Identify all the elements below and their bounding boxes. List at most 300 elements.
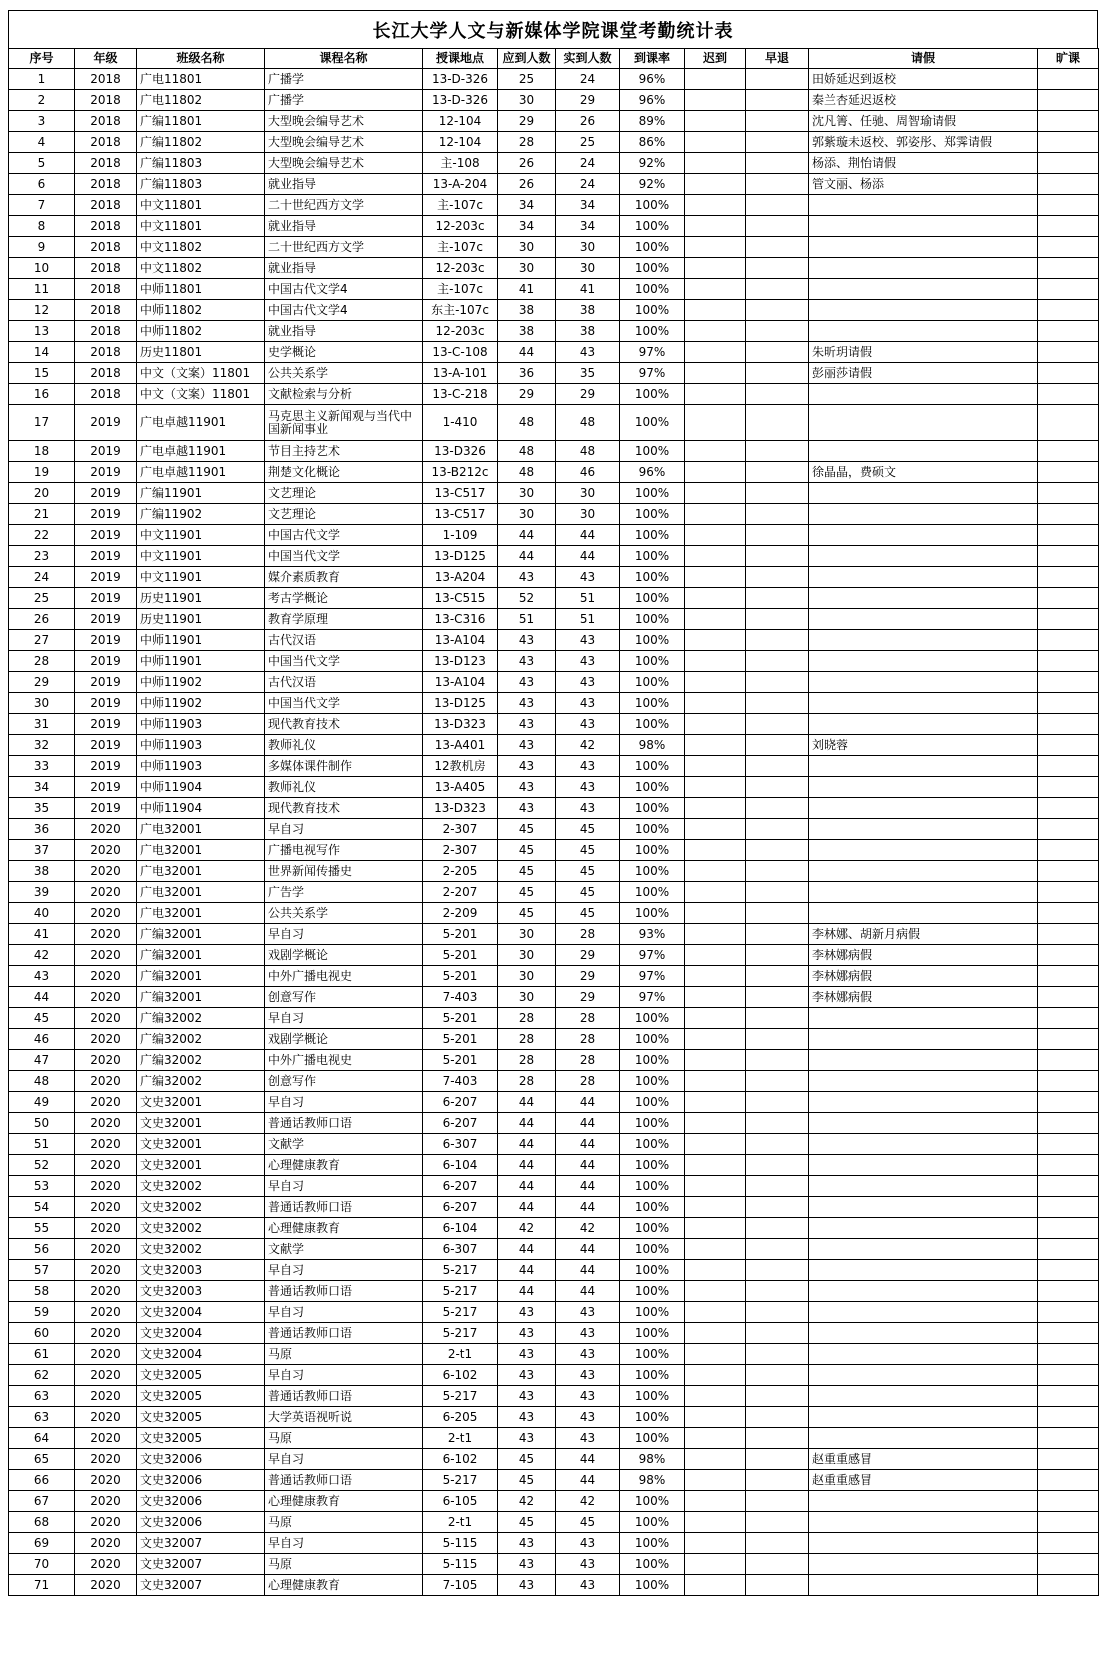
cell-leave [809,1428,1038,1449]
cell-absent [1038,1554,1099,1575]
cell-location: 13-B212c [423,462,498,483]
cell-index: 2 [9,90,75,111]
cell-rate: 100% [620,1491,685,1512]
cell-class-name: 文史32007 [137,1533,265,1554]
cell-course-name: 中国古代文学4 [265,300,423,321]
cell-course-name: 中国古代文学 [265,525,423,546]
header-location: 授课地点 [423,49,498,69]
cell-early-leave [746,714,809,735]
cell-early-leave [746,924,809,945]
cell-index: 63 [9,1386,75,1407]
cell-expected: 45 [498,1470,556,1491]
cell-rate: 100% [620,651,685,672]
cell-grade: 2020 [75,945,137,966]
cell-grade: 2018 [75,174,137,195]
cell-index: 59 [9,1302,75,1323]
cell-expected: 43 [498,651,556,672]
cell-expected: 44 [498,525,556,546]
cell-leave: 朱昕玥请假 [809,342,1038,363]
cell-rate: 100% [620,504,685,525]
cell-course-name: 现代教育技术 [265,714,423,735]
cell-leave [809,216,1038,237]
cell-class-name: 中师11904 [137,798,265,819]
cell-absent [1038,1386,1099,1407]
cell-class-name: 文史32005 [137,1365,265,1386]
cell-course-name: 戏剧学概论 [265,945,423,966]
cell-rate: 100% [620,756,685,777]
table-row [9,1533,1099,1554]
cell-late [685,1533,746,1554]
cell-late [685,258,746,279]
cell-late [685,90,746,111]
cell-class-name: 文史32006 [137,1491,265,1512]
cell-late [685,1134,746,1155]
table-row [9,384,1099,405]
table-row [9,945,1099,966]
cell-location: 6-207 [423,1092,498,1113]
cell-early-leave [746,651,809,672]
cell-course-name: 广告学 [265,882,423,903]
cell-location: 2-t1 [423,1512,498,1533]
table-row [9,546,1099,567]
cell-class-name: 中文11801 [137,195,265,216]
cell-class-name: 文史32001 [137,1113,265,1134]
cell-course-name: 心理健康教育 [265,1155,423,1176]
cell-leave [809,483,1038,504]
cell-late [685,903,746,924]
cell-late [685,1428,746,1449]
table-row [9,924,1099,945]
table-row [9,672,1099,693]
cell-grade: 2018 [75,90,137,111]
cell-index: 36 [9,819,75,840]
cell-index: 51 [9,1134,75,1155]
cell-course-name: 现代教育技术 [265,798,423,819]
cell-rate: 100% [620,483,685,504]
cell-absent [1038,546,1099,567]
attendance-table [8,48,1099,1596]
cell-grade: 2018 [75,384,137,405]
cell-rate: 100% [620,630,685,651]
cell-grade: 2018 [75,153,137,174]
cell-course-name: 文艺理论 [265,504,423,525]
cell-grade: 2020 [75,1176,137,1197]
cell-leave [809,405,1038,441]
cell-index: 20 [9,483,75,504]
cell-late [685,1407,746,1428]
cell-absent [1038,384,1099,405]
cell-absent [1038,174,1099,195]
cell-class-name: 广编32002 [137,1050,265,1071]
cell-late [685,195,746,216]
header-early-leave: 早退 [746,49,809,69]
cell-index: 30 [9,693,75,714]
cell-rate: 97% [620,987,685,1008]
cell-absent [1038,987,1099,1008]
cell-early-leave [746,342,809,363]
cell-grade: 2020 [75,1197,137,1218]
cell-rate: 100% [620,1428,685,1449]
cell-leave [809,756,1038,777]
cell-location: 13-A405 [423,777,498,798]
table-row [9,1344,1099,1365]
cell-rate: 96% [620,69,685,90]
cell-late [685,1302,746,1323]
cell-rate: 100% [620,216,685,237]
cell-course-name: 早自习 [265,1302,423,1323]
cell-actual: 28 [556,924,620,945]
cell-absent [1038,462,1099,483]
cell-index: 70 [9,1554,75,1575]
cell-class-name: 文史32007 [137,1554,265,1575]
cell-course-name: 多媒体课件制作 [265,756,423,777]
cell-absent [1038,840,1099,861]
cell-early-leave [746,861,809,882]
cell-grade: 2020 [75,1050,137,1071]
cell-early-leave [746,279,809,300]
cell-actual: 24 [556,69,620,90]
cell-index: 37 [9,840,75,861]
cell-early-leave [746,1533,809,1554]
cell-actual: 43 [556,1554,620,1575]
cell-leave [809,693,1038,714]
cell-early-leave [746,987,809,1008]
cell-index: 50 [9,1113,75,1134]
cell-late [685,1365,746,1386]
cell-leave: 沈凡箐、任驰、周智瑜请假 [809,111,1038,132]
cell-location: 2-307 [423,840,498,861]
header-late: 迟到 [685,49,746,69]
cell-expected: 43 [498,1302,556,1323]
cell-rate: 100% [620,798,685,819]
cell-rate: 100% [620,1092,685,1113]
cell-grade: 2018 [75,195,137,216]
cell-rate: 98% [620,1449,685,1470]
cell-absent [1038,1491,1099,1512]
cell-absent [1038,111,1099,132]
cell-location: 主-107c [423,237,498,258]
cell-expected: 28 [498,1050,556,1071]
cell-early-leave [746,1386,809,1407]
cell-absent [1038,1008,1099,1029]
cell-course-name: 马原 [265,1512,423,1533]
cell-class-name: 中师11901 [137,630,265,651]
cell-leave [809,321,1038,342]
cell-grade: 2019 [75,525,137,546]
cell-early-leave [746,504,809,525]
cell-index: 44 [9,987,75,1008]
cell-early-leave [746,174,809,195]
cell-rate: 92% [620,174,685,195]
cell-class-name: 广电卓越11901 [137,462,265,483]
cell-location: 5-217 [423,1323,498,1344]
cell-late [685,1029,746,1050]
cell-index: 45 [9,1008,75,1029]
cell-leave [809,630,1038,651]
cell-late [685,1344,746,1365]
cell-course-name: 心理健康教育 [265,1218,423,1239]
cell-rate: 100% [620,1554,685,1575]
cell-location: 13-C517 [423,504,498,525]
cell-leave: 李林娜病假 [809,966,1038,987]
cell-expected: 30 [498,987,556,1008]
cell-leave [809,819,1038,840]
cell-expected: 44 [498,1239,556,1260]
table-row [9,1302,1099,1323]
cell-rate: 98% [620,1470,685,1491]
table-row [9,90,1099,111]
cell-index: 62 [9,1365,75,1386]
cell-course-name: 世界新闻传播史 [265,861,423,882]
cell-leave [809,1134,1038,1155]
cell-actual: 45 [556,882,620,903]
table-row [9,1449,1099,1470]
cell-index: 63 [9,1407,75,1428]
cell-late [685,819,746,840]
table-row [9,279,1099,300]
cell-class-name: 中文（文案）11801 [137,363,265,384]
cell-grade: 2020 [75,1323,137,1344]
cell-rate: 100% [620,321,685,342]
cell-late [685,525,746,546]
cell-grade: 2019 [75,630,137,651]
cell-class-name: 广编32002 [137,1008,265,1029]
cell-index: 35 [9,798,75,819]
cell-course-name: 就业指导 [265,321,423,342]
cell-rate: 92% [620,153,685,174]
cell-location: 13-C316 [423,609,498,630]
cell-course-name: 早自习 [265,1260,423,1281]
cell-actual: 43 [556,1365,620,1386]
cell-expected: 43 [498,1407,556,1428]
cell-actual: 43 [556,756,620,777]
cell-actual: 46 [556,462,620,483]
cell-expected: 30 [498,237,556,258]
cell-location: 13-C-108 [423,342,498,363]
cell-expected: 43 [498,1554,556,1575]
cell-leave: 刘晓蓉 [809,735,1038,756]
cell-class-name: 中文11801 [137,216,265,237]
cell-actual: 45 [556,819,620,840]
cell-absent [1038,861,1099,882]
cell-rate: 100% [620,300,685,321]
cell-expected: 44 [498,342,556,363]
cell-late [685,945,746,966]
cell-leave [809,1197,1038,1218]
cell-actual: 44 [556,1134,620,1155]
cell-grade: 2020 [75,1554,137,1575]
cell-class-name: 广编11902 [137,504,265,525]
cell-location: 6-207 [423,1113,498,1134]
cell-early-leave [746,195,809,216]
cell-course-name: 文献学 [265,1134,423,1155]
cell-grade: 2020 [75,1533,137,1554]
cell-grade: 2020 [75,1260,137,1281]
cell-early-leave [746,1092,809,1113]
cell-rate: 100% [620,903,685,924]
cell-expected: 25 [498,69,556,90]
cell-index: 41 [9,924,75,945]
cell-course-name: 媒介素质教育 [265,567,423,588]
cell-leave [809,1575,1038,1596]
cell-class-name: 广电卓越11901 [137,405,265,441]
cell-late [685,861,746,882]
cell-expected: 43 [498,693,556,714]
cell-rate: 100% [620,1302,685,1323]
cell-absent [1038,1050,1099,1071]
cell-location: 6-307 [423,1239,498,1260]
cell-late [685,588,746,609]
cell-rate: 100% [620,882,685,903]
cell-class-name: 文史32006 [137,1449,265,1470]
cell-absent [1038,798,1099,819]
cell-index: 38 [9,861,75,882]
cell-location: 5-115 [423,1554,498,1575]
cell-expected: 28 [498,1029,556,1050]
cell-rate: 100% [620,1008,685,1029]
cell-index: 13 [9,321,75,342]
cell-leave [809,903,1038,924]
cell-rate: 100% [620,672,685,693]
header-course-name: 课程名称 [265,49,423,69]
cell-early-leave [746,1512,809,1533]
cell-actual: 45 [556,1512,620,1533]
cell-course-name: 中国古代文学4 [265,279,423,300]
cell-course-name: 就业指导 [265,216,423,237]
cell-expected: 28 [498,1071,556,1092]
cell-class-name: 广电11802 [137,90,265,111]
cell-location: 6-105 [423,1491,498,1512]
cell-index: 19 [9,462,75,483]
cell-class-name: 广编32001 [137,945,265,966]
cell-late [685,609,746,630]
cell-early-leave [746,1344,809,1365]
table-row [9,504,1099,525]
cell-course-name: 考古学概论 [265,588,423,609]
cell-late [685,111,746,132]
header-expected: 应到人数 [498,49,556,69]
cell-early-leave [746,441,809,462]
cell-course-name: 就业指导 [265,174,423,195]
cell-late [685,840,746,861]
cell-leave: 徐晶晶，费硕文 [809,462,1038,483]
cell-class-name: 中师11901 [137,651,265,672]
cell-leave: 李林娜、胡新月病假 [809,924,1038,945]
cell-actual: 34 [556,216,620,237]
cell-class-name: 文史32006 [137,1470,265,1491]
cell-index: 4 [9,132,75,153]
table-row [9,882,1099,903]
table-row [9,153,1099,174]
cell-early-leave [746,1470,809,1491]
cell-leave [809,1512,1038,1533]
cell-index: 5 [9,153,75,174]
cell-course-name: 中外广播电视史 [265,1050,423,1071]
cell-early-leave [746,1365,809,1386]
cell-rate: 100% [620,1050,685,1071]
cell-class-name: 中文11901 [137,567,265,588]
cell-class-name: 广编32002 [137,1071,265,1092]
cell-location: 13-A-204 [423,174,498,195]
cell-late [685,630,746,651]
cell-early-leave [746,1008,809,1029]
cell-actual: 43 [556,1533,620,1554]
cell-index: 54 [9,1197,75,1218]
cell-early-leave [746,1281,809,1302]
cell-index: 11 [9,279,75,300]
cell-absent [1038,1302,1099,1323]
header-class-name: 班级名称 [137,49,265,69]
table-row [9,462,1099,483]
cell-absent [1038,504,1099,525]
cell-location: 5-201 [423,1029,498,1050]
cell-absent [1038,342,1099,363]
cell-rate: 100% [620,546,685,567]
table-row [9,1008,1099,1029]
cell-class-name: 文史32004 [137,1323,265,1344]
cell-location: 13-D326 [423,441,498,462]
cell-late [685,966,746,987]
cell-course-name: 普通话教师口语 [265,1470,423,1491]
cell-class-name: 文史32001 [137,1155,265,1176]
cell-expected: 45 [498,882,556,903]
cell-rate: 100% [620,195,685,216]
cell-absent [1038,1428,1099,1449]
cell-grade: 2020 [75,1302,137,1323]
cell-index: 49 [9,1092,75,1113]
cell-absent [1038,1470,1099,1491]
table-row [9,1071,1099,1092]
cell-location: 12教机房 [423,756,498,777]
cell-grade: 2019 [75,735,137,756]
table-row [9,1239,1099,1260]
cell-class-name: 中师11903 [137,714,265,735]
cell-location: 2-t1 [423,1428,498,1449]
cell-rate: 97% [620,966,685,987]
cell-leave [809,1029,1038,1050]
cell-absent [1038,90,1099,111]
cell-late [685,300,746,321]
cell-early-leave [746,672,809,693]
cell-course-name: 早自习 [265,1092,423,1113]
cell-early-leave [746,840,809,861]
cell-late [685,483,746,504]
cell-class-name: 广编32001 [137,924,265,945]
cell-class-name: 文史32001 [137,1134,265,1155]
cell-course-name: 文献检索与分析 [265,384,423,405]
cell-leave [809,567,1038,588]
cell-leave: 赵重重感冒 [809,1449,1038,1470]
cell-class-name: 中文11802 [137,258,265,279]
cell-class-name: 文史32005 [137,1386,265,1407]
cell-absent [1038,1134,1099,1155]
cell-expected: 51 [498,609,556,630]
cell-location: 13-D-326 [423,69,498,90]
cell-grade: 2020 [75,924,137,945]
cell-leave: 杨添、荆怡请假 [809,153,1038,174]
cell-actual: 24 [556,153,620,174]
cell-grade: 2020 [75,1281,137,1302]
cell-class-name: 历史11901 [137,588,265,609]
cell-course-name: 早自习 [265,819,423,840]
cell-early-leave [746,588,809,609]
cell-early-leave [746,1407,809,1428]
cell-late [685,1176,746,1197]
cell-actual: 43 [556,630,620,651]
cell-late [685,153,746,174]
cell-early-leave [746,384,809,405]
table-row [9,756,1099,777]
